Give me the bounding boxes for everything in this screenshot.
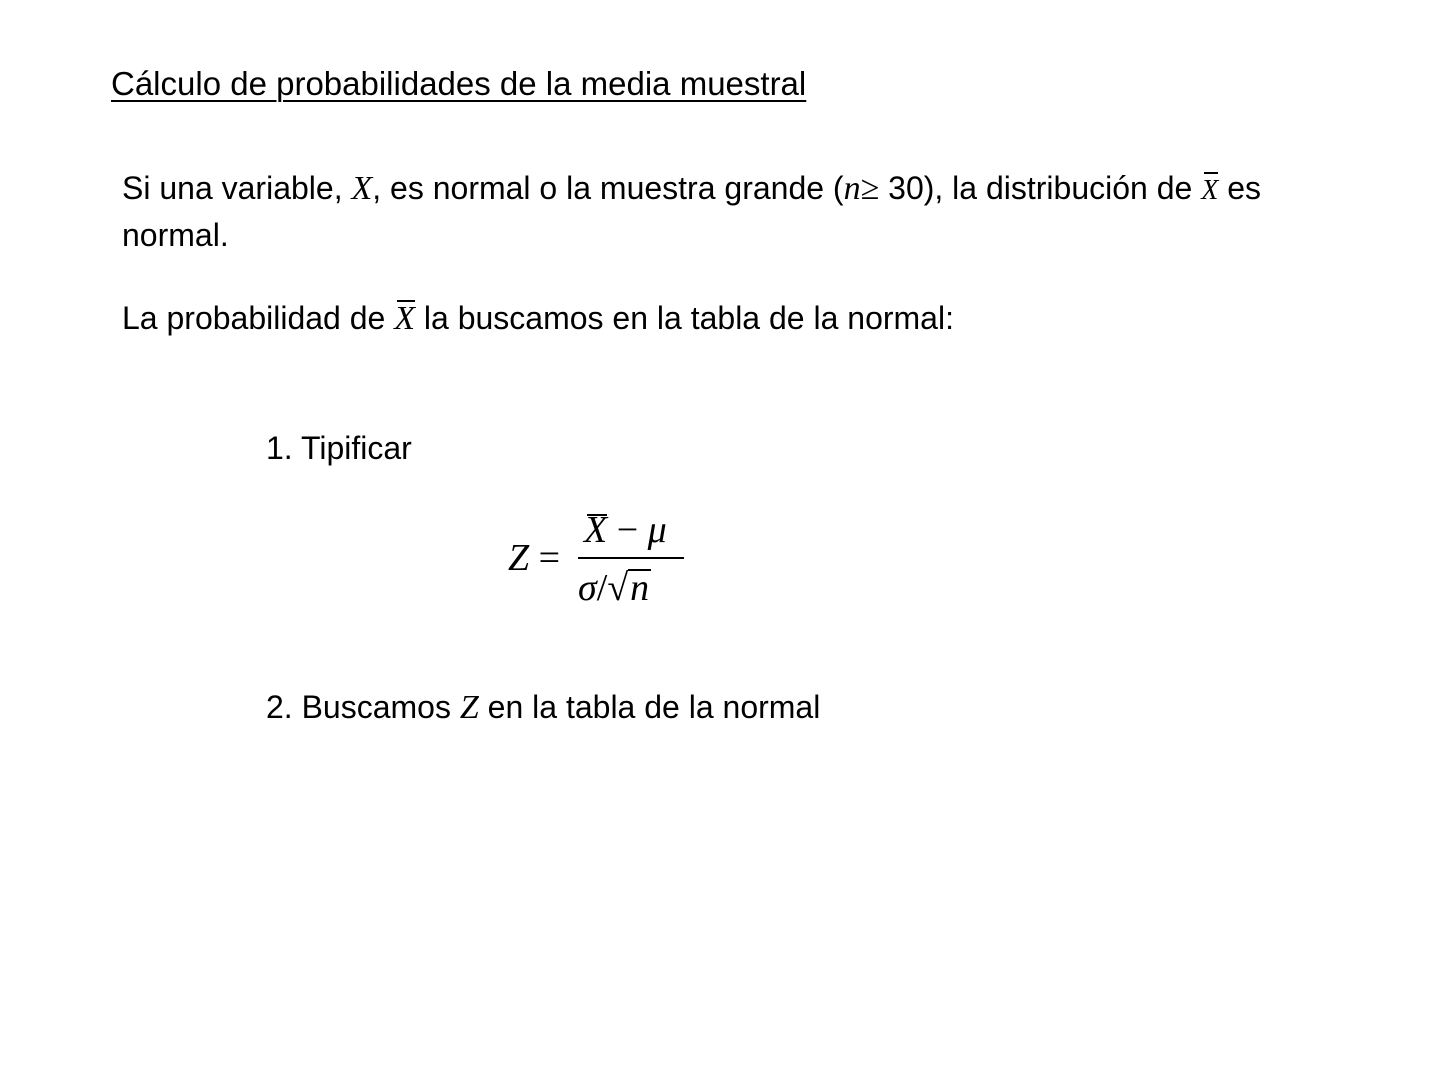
step-1-label: 1. Tipificar [266, 430, 412, 466]
paragraph-normal-table [122, 296, 1322, 341]
formula-minus: − [607, 509, 648, 551]
formula-numerator [584, 508, 667, 552]
formula-lhs [508, 536, 560, 580]
paragraph1-text-4: es normal. [122, 170, 1261, 253]
formula-sigma: σ [578, 567, 597, 609]
variable-x: X [351, 170, 373, 207]
formula-x-bar: X [584, 509, 608, 551]
square-root [607, 566, 651, 610]
formula-equals: = [529, 537, 561, 579]
greater-equal-symbol: ≥ [860, 170, 880, 207]
paragraph1-text-2: , es normal o la muestra grande ( [372, 170, 844, 206]
variable-n: n [843, 170, 861, 207]
paragraph2-text-2: la buscamos en la tabla de la normal: [415, 300, 954, 336]
variable-z: Z [459, 689, 479, 726]
formula-n: n [630, 567, 650, 609]
paragraph1-text-1: Si una variable, [122, 170, 352, 206]
formula-denominator [578, 566, 651, 610]
variable-x-bar: X [394, 297, 415, 341]
paragraph-normal-condition [122, 166, 1322, 257]
formula-mu: μ [647, 509, 667, 551]
step2-text-1: 2. Buscamos [266, 689, 460, 725]
formula-z: Z [508, 537, 530, 579]
variable-x-bar: X [1201, 169, 1218, 213]
step-2-label [266, 685, 820, 730]
paragraph1-text-3: 30), la distribución de [879, 170, 1202, 206]
formula-slash: / [596, 567, 608, 609]
z-score-formula [508, 508, 708, 618]
step2-text-2: en la tabla de la normal [478, 689, 821, 725]
paragraph2-text-1: La probabilidad de [122, 300, 395, 336]
sqrt-symbol: √ [607, 567, 629, 609]
page-title: Cálculo de probabilidades de la media muestral [111, 65, 807, 102]
fraction-bar [578, 557, 684, 559]
